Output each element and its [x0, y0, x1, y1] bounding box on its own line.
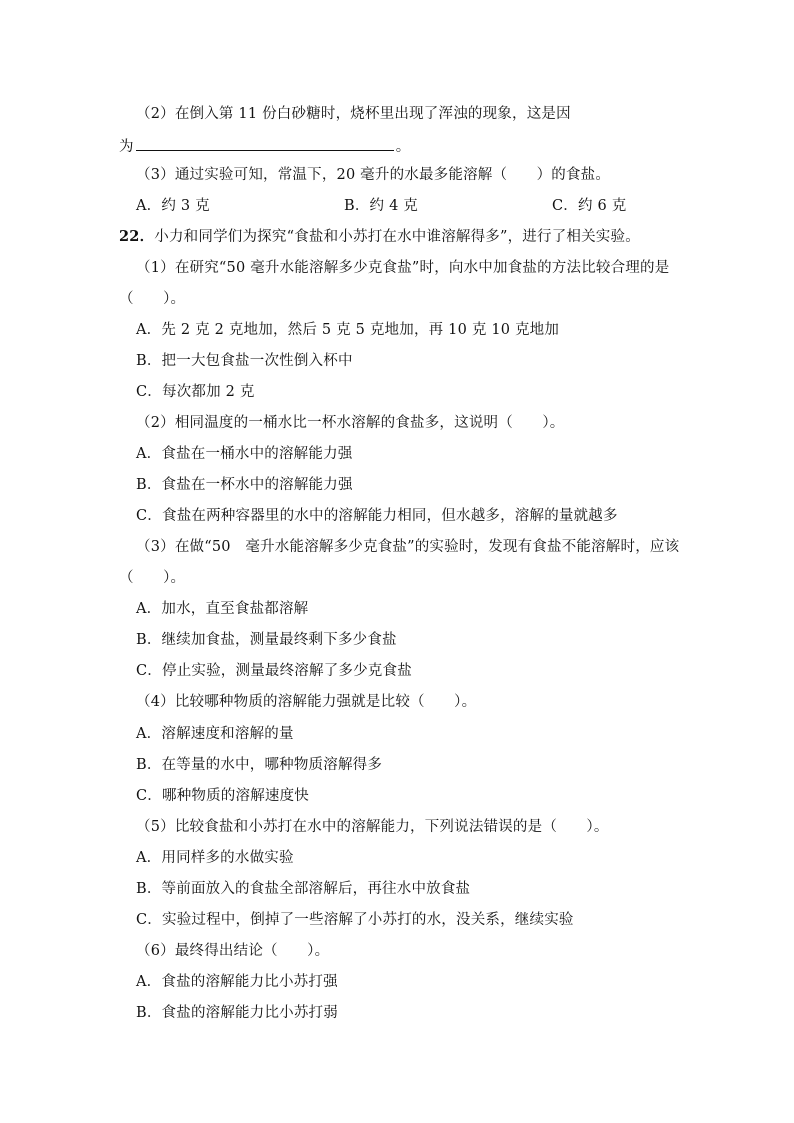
- q22-sub5-option-b: B．等前面放入的食盐全部溶解后，再往水中放食盐: [136, 881, 471, 897]
- q21-part2-line1: （2）在倒入第 11 份白砂糖时，烧杯里出现了浑浊的现象，这是因: [136, 106, 571, 122]
- q22-sub2-option-a: A．食盐在一桶水中的溶解能力强: [136, 446, 353, 462]
- q22-sub4-option-a: A．溶解速度和溶解的量: [136, 726, 294, 742]
- q22-sub2-option-b: B．食盐在一杯水中的溶解能力强: [136, 477, 353, 493]
- q21-part3-question: （3）通过实验可知，常温下，20 毫升的水最多能溶解（ ）的食盐。: [136, 167, 611, 183]
- q22-sub6-option-b: B．食盐的溶解能力比小苏打弱: [136, 1005, 338, 1021]
- q22-stem-text: 小力和同学们为探究“食盐和小苏打在水中谁溶解得多”，进行了相关实验。: [154, 229, 640, 245]
- q22-sub1-option-b: B．把一大包食盐一次性倒入杯中: [136, 353, 353, 369]
- q22-sub4-option-c: C．哪种物质的溶解速度快: [136, 788, 309, 804]
- q22-sub3-option-c: C．停止实验，测量最终溶解了多少克食盐: [136, 663, 412, 679]
- q22-sub3-option-b: B．继续加食盐，测量最终剩下多少食盐: [136, 632, 397, 648]
- q22-sub1-line2: （ ）。: [119, 291, 186, 307]
- q21-option-b: B．约 4 克: [344, 198, 418, 214]
- q22-number: 22．: [119, 228, 155, 245]
- q22-sub1-option-c: C．每次都加 2 克: [136, 384, 255, 400]
- q22-sub5-question: （5）比较食盐和小苏打在水中的溶解能力，下列说法错误的是（ ）。: [136, 819, 609, 835]
- q22-stem: [119, 227, 640, 247]
- q21-option-a: A．约 3 克: [136, 198, 210, 214]
- q22-sub3-line2: （ ）。: [119, 570, 186, 586]
- q22-sub1-option-a: A．先 2 克 2 克地加，然后 5 克 5 克地加，再 10 克 10 克地加: [136, 322, 560, 338]
- q22-sub4-option-b: B．在等量的水中，哪种物质溶解得多: [136, 757, 383, 773]
- q22-sub5-option-c: C．实验过程中，倒掉了一些溶解了小苏打的水，没关系，继续实验: [136, 912, 574, 928]
- q22-sub3-option-a: A．加水，直至食盐都溶解: [136, 601, 309, 617]
- q22-sub3-line1: （3）在做“50 毫升水能溶解多少克食盐”的实验时，发现有食盐不能溶解时，应该: [136, 539, 680, 555]
- q22-sub2-option-c: C．食盐在两种容器里的水中的溶解能力相同，但水越多，溶解的量就越多: [136, 508, 618, 524]
- q21-part2-suffix: 。: [395, 139, 411, 155]
- q21-option-c: C．约 6 克: [552, 198, 627, 214]
- q22-sub6-question: （6）最终得出结论（ ）。: [136, 943, 330, 959]
- q21-part2-line2: [119, 135, 410, 157]
- q22-sub2-question: （2）相同温度的一桶水比一杯水溶解的食盐多，这说明（ ）。: [136, 415, 565, 431]
- q22-sub6-option-a: A．食盐的溶解能力比小苏打强: [136, 974, 338, 990]
- q21-part2-prefix: 为: [119, 139, 134, 155]
- q22-sub1-line1: （1）在研究“50 毫升水能溶解多少克食盐”时，向水中加食盐的方法比较合理的是: [136, 260, 670, 276]
- q22-sub5-option-a: A．用同样多的水做实验: [136, 850, 294, 866]
- answer-blank[interactable]: [136, 135, 394, 151]
- q22-sub4-question: （4）比较哪种物质的溶解能力强就是比较（ ）。: [136, 694, 477, 710]
